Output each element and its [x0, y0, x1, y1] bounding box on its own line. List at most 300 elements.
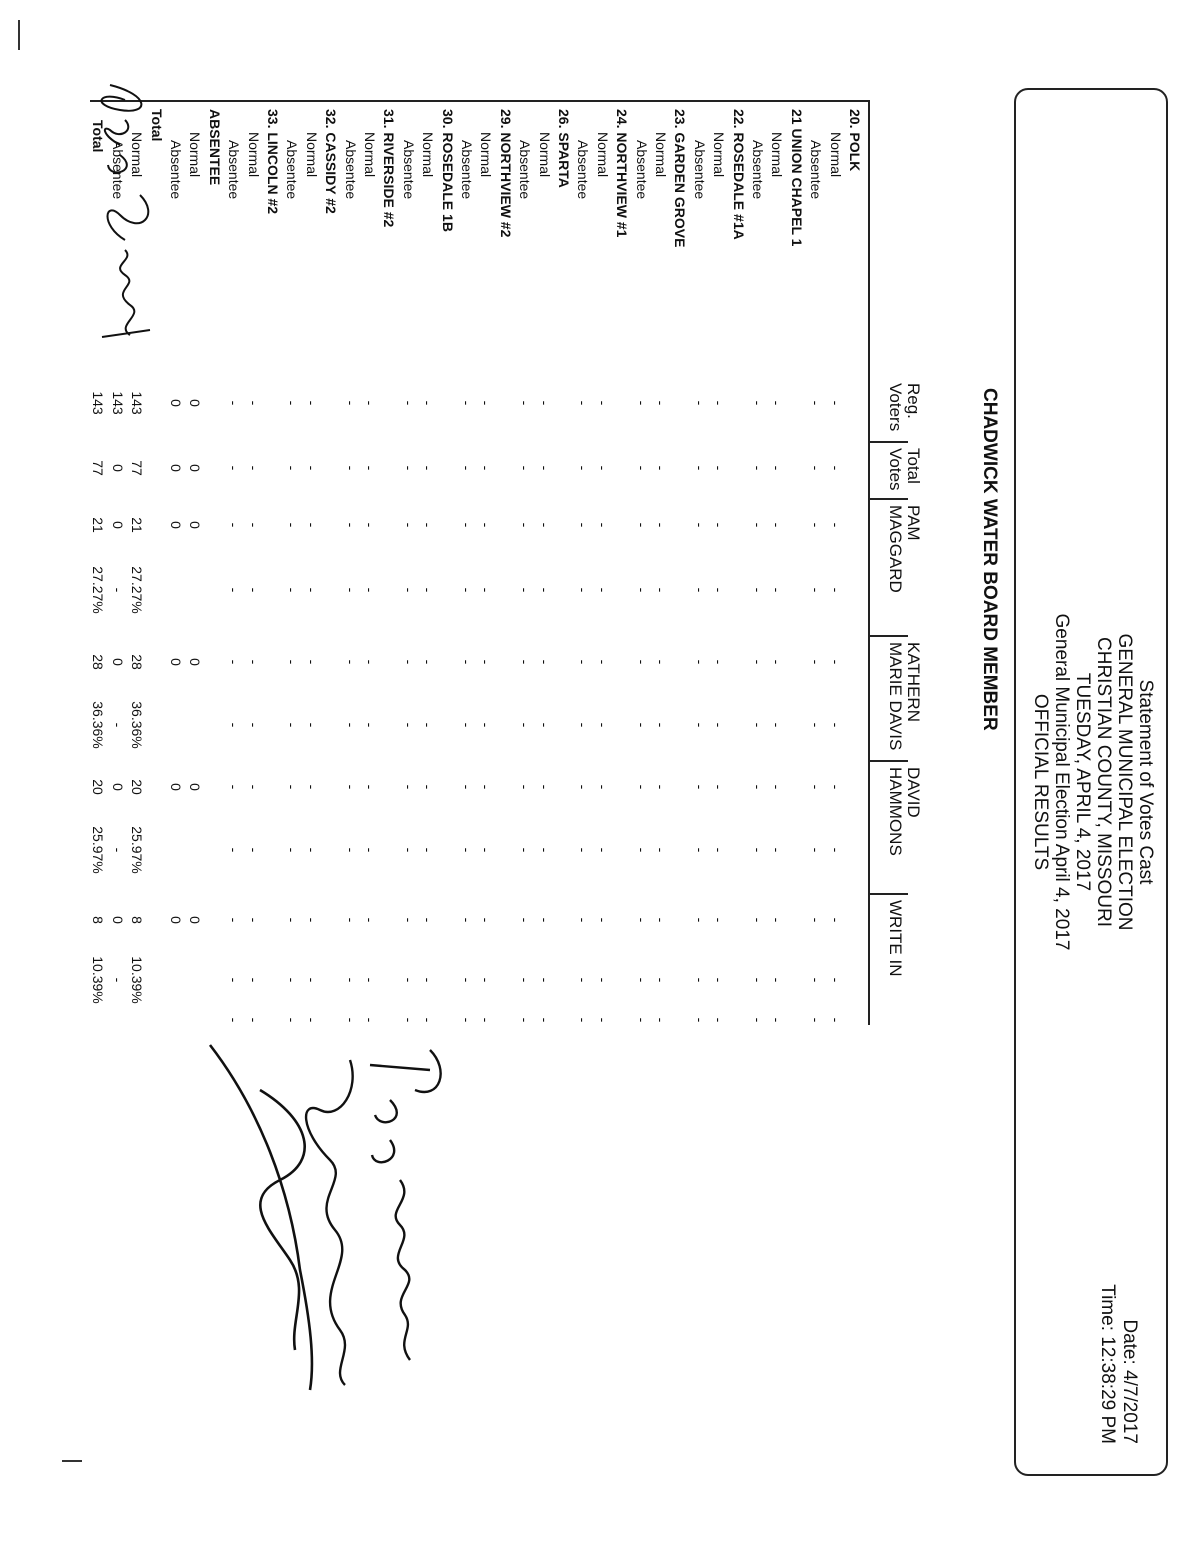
- table-cell: -: [827, 587, 844, 593]
- table-cell: -: [459, 847, 475, 853]
- table-cell: 143: [90, 391, 107, 415]
- table-cell: -: [653, 784, 669, 790]
- contest-title: CHADWICK WATER BOARD MEMBER: [979, 388, 1000, 731]
- table-cell: -: [420, 917, 437, 923]
- column-rule: [870, 760, 908, 762]
- margin-mark: [62, 1460, 82, 1462]
- table-cell: -: [594, 977, 611, 983]
- table-cell: -: [575, 400, 592, 406]
- table-row: [515, 0, 534, 1567]
- table-cell: 0: [109, 658, 126, 666]
- row-label: Absentee: [633, 140, 650, 200]
- title-line: GENERAL MUNICIPAL ELECTION: [1114, 633, 1135, 931]
- table-cell: -: [691, 917, 708, 923]
- table-cell: -: [808, 522, 825, 528]
- table-cell: -: [420, 1017, 437, 1023]
- table-cell: -: [517, 522, 534, 528]
- table-cell: -: [420, 722, 437, 728]
- table-cell: -: [691, 977, 708, 983]
- table-cell: -: [362, 784, 378, 790]
- table-cell: -: [284, 465, 301, 471]
- table-row: [535, 0, 554, 1567]
- table-cell: -: [245, 917, 262, 923]
- table-cell: -: [769, 784, 786, 790]
- table-cell: -: [769, 400, 786, 406]
- table-cell: -: [750, 847, 766, 853]
- table-row: [729, 0, 748, 1567]
- table-cell: -: [478, 784, 495, 790]
- table-cell: -: [536, 465, 553, 471]
- table-cell: 21: [90, 517, 107, 533]
- table-cell: -: [750, 522, 766, 528]
- table-cell: -: [303, 917, 320, 923]
- table-row: [748, 0, 767, 1567]
- table-cell: -: [400, 784, 417, 790]
- row-label: 30. ROSEDALE 1B: [439, 109, 456, 232]
- table-cell: -: [691, 522, 708, 528]
- table-cell: -: [691, 659, 708, 665]
- table-cell: -: [711, 659, 728, 665]
- table-cell: -: [827, 847, 844, 853]
- table-cell: -: [245, 587, 262, 593]
- table-cell: -: [517, 659, 534, 665]
- table-cell: -: [245, 847, 262, 853]
- table-cell: -: [517, 784, 534, 790]
- table-cell: -: [653, 465, 669, 471]
- row-label: Normal: [362, 132, 378, 178]
- table-cell: -: [109, 722, 126, 728]
- row-label: 29. NORTHVIEW #2: [497, 109, 514, 238]
- table-cell: 25.97%: [90, 826, 107, 874]
- table-cell: -: [633, 1017, 650, 1023]
- table-cell: 0: [109, 521, 126, 529]
- table-cell: -: [575, 587, 592, 593]
- table-cell: -: [594, 522, 611, 528]
- table-cell: -: [303, 784, 320, 790]
- table-cell: -: [284, 722, 301, 728]
- table-cell: -: [808, 587, 825, 593]
- table-cell: -: [226, 522, 243, 528]
- table-cell: -: [342, 784, 359, 790]
- table-cell: -: [575, 522, 592, 528]
- table-cell: -: [536, 977, 553, 983]
- row-label: Absentee: [691, 140, 708, 200]
- table-cell: -: [711, 722, 728, 728]
- row-label: 31. RIVERSIDE #2: [381, 109, 398, 228]
- table-cell: -: [478, 977, 495, 983]
- table-cell: -: [653, 917, 669, 923]
- table-cell: -: [808, 917, 825, 923]
- table-cell: 0: [187, 658, 204, 666]
- table-cell: -: [594, 659, 611, 665]
- table-cell: -: [400, 917, 417, 923]
- table-cell: 0: [168, 399, 184, 407]
- table-cell: -: [226, 847, 243, 853]
- table-cell: -: [808, 784, 825, 790]
- table-cell: 20: [90, 779, 107, 795]
- table-cell: -: [517, 1017, 534, 1023]
- table-cell: -: [284, 977, 301, 983]
- row-label: Absentee: [459, 140, 475, 200]
- table-cell: -: [633, 400, 650, 406]
- table-cell: 0: [168, 916, 184, 924]
- table-cell: -: [517, 977, 534, 983]
- table-row: [632, 0, 651, 1567]
- table-cell: -: [226, 1017, 243, 1023]
- row-label: Absentee: [400, 140, 417, 200]
- title-line: CHRISTIAN COUNTY, MISSOURI: [1093, 637, 1114, 927]
- table-cell: -: [362, 465, 378, 471]
- table-row: [709, 0, 728, 1567]
- table-cell: -: [594, 784, 611, 790]
- table-cell: -: [769, 587, 786, 593]
- table-cell: -: [517, 400, 534, 406]
- table-cell: 21: [129, 517, 146, 533]
- table-cell: -: [711, 847, 728, 853]
- table-cell: -: [594, 1017, 611, 1023]
- table-cell: -: [633, 465, 650, 471]
- table-cell: -: [226, 587, 243, 593]
- report-header-box: [1014, 88, 1168, 1476]
- table-cell: -: [284, 522, 301, 528]
- table-cell: -: [536, 522, 553, 528]
- table-cell: 143: [129, 391, 146, 415]
- row-label: Normal: [769, 132, 786, 178]
- table-cell: -: [478, 465, 495, 471]
- table-cell: -: [284, 587, 301, 593]
- table-cell: -: [362, 1017, 378, 1023]
- table-cell: -: [420, 587, 437, 593]
- table-cell: -: [594, 917, 611, 923]
- table-cell: -: [362, 659, 378, 665]
- report-date: Date: 4/7/2017: [1119, 1319, 1140, 1444]
- row-label: Normal: [129, 132, 146, 178]
- row-label: Absentee: [168, 140, 184, 200]
- table-cell: 20: [129, 779, 146, 795]
- col-header-candidate: PAM MAGGARD: [886, 505, 923, 593]
- report-title-block: [1030, 90, 1156, 1474]
- table-cell: -: [362, 722, 378, 728]
- table-cell: -: [653, 587, 669, 593]
- table-cell: -: [459, 587, 475, 593]
- row-label: 22. ROSEDALE #1A: [730, 109, 747, 240]
- table-cell: -: [342, 722, 359, 728]
- table-cell: -: [827, 917, 844, 923]
- table-cell: -: [691, 722, 708, 728]
- table-cell: -: [633, 587, 650, 593]
- table-cell: -: [303, 659, 320, 665]
- table-cell: -: [711, 1017, 728, 1023]
- table-cell: -: [517, 722, 534, 728]
- table-cell: -: [808, 847, 825, 853]
- col-header-candidate: KATHERN MARIE DAVIS: [886, 642, 923, 751]
- row-label: Normal: [187, 132, 204, 178]
- row-label: Absentee: [226, 140, 243, 200]
- row-label: 23. GARDEN GROVE: [672, 109, 689, 248]
- column-rule: [870, 441, 908, 443]
- table-cell: 36.36%: [90, 701, 107, 749]
- table-cell: -: [226, 400, 243, 406]
- table-cell: -: [808, 1017, 825, 1023]
- row-label: Normal: [827, 132, 844, 178]
- table-cell: -: [459, 659, 475, 665]
- table-cell: -: [575, 784, 592, 790]
- table-cell: -: [303, 722, 320, 728]
- table-cell: 27.27%: [129, 566, 146, 614]
- table-cell: -: [711, 977, 728, 983]
- table-cell: -: [711, 587, 728, 593]
- table-row: [845, 0, 864, 1567]
- table-cell: -: [750, 917, 766, 923]
- column-rule: [870, 498, 908, 500]
- row-label: Total: [148, 109, 165, 142]
- table-row: [593, 0, 612, 1567]
- table-cell: -: [478, 722, 495, 728]
- table-cell: -: [362, 917, 378, 923]
- table-cell: -: [420, 465, 437, 471]
- table-cell: -: [594, 847, 611, 853]
- table-cell: -: [711, 522, 728, 528]
- table-cell: -: [750, 587, 766, 593]
- table-row: [767, 0, 786, 1567]
- row-label: ABSENTEE: [206, 109, 223, 186]
- table-cell: -: [633, 977, 650, 983]
- table-cell: -: [284, 400, 301, 406]
- title-line: OFFICIAL RESULTS: [1030, 693, 1051, 871]
- table-cell: -: [827, 1017, 844, 1023]
- table-cell: -: [517, 917, 534, 923]
- table-cell: -: [400, 522, 417, 528]
- table-cell: 0: [168, 658, 184, 666]
- table-cell: -: [536, 917, 553, 923]
- table-cell: -: [691, 465, 708, 471]
- table-cell: -: [284, 917, 301, 923]
- margin-mark: [18, 20, 20, 50]
- table-cell: -: [633, 784, 650, 790]
- table-cell: -: [769, 847, 786, 853]
- row-label: 20. POLK: [847, 109, 863, 172]
- table-cell: 0: [187, 916, 204, 924]
- title-line: TUESDAY, APRIL 4, 2017: [1072, 672, 1093, 892]
- table-cell: -: [536, 1017, 553, 1023]
- table-cell: -: [808, 722, 825, 728]
- table-cell: -: [769, 465, 786, 471]
- table-cell: -: [827, 722, 844, 728]
- table-cell: -: [653, 400, 669, 406]
- table-cell: -: [827, 465, 844, 471]
- table-cell: -: [400, 400, 417, 406]
- table-cell: -: [245, 400, 262, 406]
- table-cell: -: [517, 847, 534, 853]
- table-cell: 0: [109, 783, 126, 791]
- report-datetime: [1096, 1284, 1140, 1444]
- table-cell: -: [459, 1017, 475, 1023]
- table-cell: -: [827, 400, 844, 406]
- table-cell: -: [362, 522, 378, 528]
- table-row: [670, 0, 689, 1567]
- table-cell: -: [478, 1017, 495, 1023]
- table-cell: -: [769, 917, 786, 923]
- table-row: [826, 0, 845, 1567]
- table-cell: 36.36%: [129, 701, 146, 749]
- table-cell: -: [536, 659, 553, 665]
- table-cell: -: [750, 784, 766, 790]
- table-cell: -: [245, 465, 262, 471]
- table-cell: -: [478, 917, 495, 923]
- table-cell: -: [420, 659, 437, 665]
- table-cell: -: [226, 917, 243, 923]
- table-cell: -: [226, 659, 243, 665]
- row-label: 24. NORTHVIEW #1: [614, 109, 631, 238]
- table-cell: -: [342, 1017, 359, 1023]
- table-cell: -: [653, 722, 669, 728]
- col-header-total-votes: Total Votes: [886, 448, 923, 491]
- table-cell: -: [400, 1017, 417, 1023]
- table-cell: -: [420, 977, 437, 983]
- row-label: 21 UNION CHAPEL 1: [788, 109, 805, 247]
- table-cell: -: [594, 465, 611, 471]
- table-cell: -: [827, 784, 844, 790]
- table-header-rule: [868, 100, 870, 1025]
- col-header-candidate: DAVID HAMMONS: [886, 767, 923, 856]
- table-cell: -: [342, 659, 359, 665]
- table-cell: -: [245, 522, 262, 528]
- table-cell: 0: [187, 521, 204, 529]
- column-rule: [870, 893, 908, 895]
- table-cell: -: [459, 977, 475, 983]
- table-cell: -: [109, 977, 126, 983]
- table-cell: -: [750, 465, 766, 471]
- table-cell: -: [226, 784, 243, 790]
- table-cell: -: [827, 659, 844, 665]
- table-cell: -: [362, 847, 378, 853]
- row-label: Normal: [536, 132, 553, 178]
- col-header-candidate: WRITE IN: [886, 900, 905, 977]
- table-cell: -: [303, 465, 320, 471]
- table-cell: -: [226, 977, 243, 983]
- table-cell: -: [459, 465, 475, 471]
- table-cell: -: [575, 465, 592, 471]
- table-cell: -: [420, 522, 437, 528]
- table-cell: -: [536, 784, 553, 790]
- table-cell: -: [303, 847, 320, 853]
- table-cell: -: [109, 587, 126, 593]
- table-cell: -: [245, 659, 262, 665]
- row-label: Absentee: [750, 140, 766, 200]
- table-cell: -: [536, 847, 553, 853]
- table-cell: -: [808, 465, 825, 471]
- table-cell: -: [284, 784, 301, 790]
- row-label: Normal: [245, 132, 262, 178]
- table-cell: -: [653, 522, 669, 528]
- table-cell: -: [284, 659, 301, 665]
- table-cell: -: [769, 1017, 786, 1023]
- table-cell: 0: [187, 464, 204, 472]
- row-label: Normal: [303, 132, 320, 178]
- table-cell: -: [303, 977, 320, 983]
- table-cell: -: [769, 722, 786, 728]
- table-cell: -: [342, 587, 359, 593]
- table-cell: -: [400, 977, 417, 983]
- table-cell: -: [342, 847, 359, 853]
- table-cell: 10.39%: [129, 956, 146, 1004]
- table-cell: -: [478, 522, 495, 528]
- table-cell: -: [575, 722, 592, 728]
- table-row: [554, 0, 573, 1567]
- table-cell: -: [284, 1017, 301, 1023]
- table-cell: -: [808, 400, 825, 406]
- table-cell: -: [808, 977, 825, 983]
- table-cell: -: [245, 977, 262, 983]
- table-cell: -: [575, 1017, 592, 1023]
- table-cell: -: [400, 722, 417, 728]
- table-cell: -: [575, 977, 592, 983]
- table-cell: 27.27%: [90, 566, 107, 614]
- table-row: [787, 0, 806, 1567]
- table-cell: -: [653, 977, 669, 983]
- table-cell: -: [362, 977, 378, 983]
- table-cell: -: [575, 917, 592, 923]
- title-line: General Municipal Election April 4, 2017: [1051, 613, 1072, 951]
- table-cell: -: [827, 977, 844, 983]
- row-label: Normal: [478, 132, 495, 178]
- table-cell: -: [750, 659, 766, 665]
- table-cell: -: [459, 722, 475, 728]
- row-label: Normal: [594, 132, 611, 178]
- row-label: Absentee: [342, 140, 359, 200]
- table-cell: -: [478, 847, 495, 853]
- table-cell: 77: [129, 460, 146, 476]
- table-cell: 0: [109, 916, 126, 924]
- table-cell: -: [691, 784, 708, 790]
- table-cell: -: [575, 659, 592, 665]
- table-cell: -: [245, 784, 262, 790]
- table-cell: -: [459, 917, 475, 923]
- row-label: Normal: [420, 132, 437, 178]
- table-row: [651, 0, 670, 1567]
- table-cell: -: [342, 917, 359, 923]
- row-label: Absentee: [284, 140, 301, 200]
- row-label: Normal: [711, 132, 728, 178]
- handwritten-signature: [70, 75, 180, 375]
- table-cell: 0: [109, 464, 126, 472]
- table-cell: 0: [168, 464, 184, 472]
- table-row: [496, 0, 515, 1567]
- table-cell: -: [633, 659, 650, 665]
- table-cell: -: [400, 587, 417, 593]
- table-cell: 143: [109, 391, 126, 415]
- row-label: Absentee: [575, 140, 592, 200]
- table-cell: -: [633, 522, 650, 528]
- table-cell: -: [808, 659, 825, 665]
- table-cell: -: [362, 400, 378, 406]
- table-cell: -: [245, 1017, 262, 1023]
- table-cell: -: [362, 587, 378, 593]
- table-cell: -: [575, 847, 592, 853]
- table-cell: -: [750, 722, 766, 728]
- table-cell: 0: [187, 783, 204, 791]
- table-cell: -: [769, 659, 786, 665]
- table-cell: -: [342, 465, 359, 471]
- table-cell: -: [711, 400, 728, 406]
- table-cell: -: [478, 659, 495, 665]
- table-cell: -: [478, 400, 495, 406]
- table-cell: -: [226, 465, 243, 471]
- table-cell: -: [400, 847, 417, 853]
- table-cell: 25.97%: [129, 826, 146, 874]
- table-cell: -: [342, 522, 359, 528]
- table-cell: -: [303, 522, 320, 528]
